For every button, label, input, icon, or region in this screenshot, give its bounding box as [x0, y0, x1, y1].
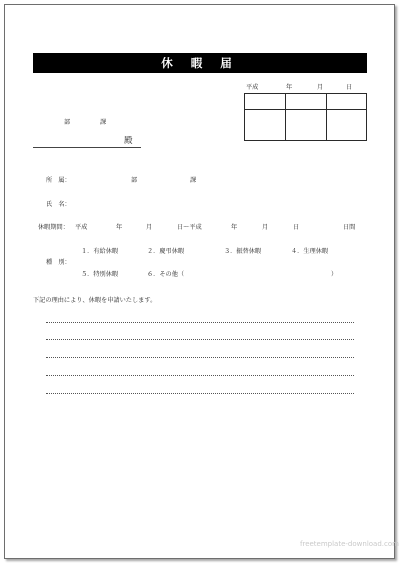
- date-era: 平成: [246, 84, 259, 91]
- affiliation-label: 所 属：: [46, 177, 71, 184]
- leave-type-bereavement: ２．慶弔休暇: [147, 248, 185, 255]
- stamp-box-col-divider: [285, 94, 286, 140]
- stamp-box-col-divider: [326, 94, 327, 140]
- reason-line: [46, 393, 354, 394]
- reason-line: [46, 357, 354, 358]
- leave-type-menstrual: ４．生理休暇: [291, 248, 329, 255]
- leave-type-label: 種 別：: [46, 259, 71, 266]
- leave-type-special: ５．特別休暇: [81, 271, 119, 278]
- approval-stamp-box: [244, 93, 367, 141]
- leave-type-other: ６．その他（: [147, 271, 185, 278]
- period-from-day: 日～平成: [177, 224, 202, 231]
- document-title: 休 暇 届: [33, 53, 367, 73]
- document-page: [4, 4, 395, 559]
- period-from-year: 年: [116, 224, 123, 231]
- affiliation-department: 部: [131, 177, 138, 184]
- reason-statement: 下記の理由により、休暇を申請いたします。: [33, 297, 157, 304]
- affiliation-section: 課: [190, 177, 197, 184]
- date-month: 月: [317, 84, 324, 91]
- reason-line: [46, 375, 354, 376]
- reason-line: [46, 322, 354, 323]
- period-from-era: 平成: [75, 224, 88, 231]
- period-days: 日間: [343, 224, 356, 231]
- leave-type-substitute: ３．振替休暇: [224, 248, 262, 255]
- addressee-underline: [33, 147, 141, 148]
- reason-line: [46, 339, 354, 340]
- date-year: 年: [286, 84, 293, 91]
- leave-type-paid: １．有給休暇: [81, 248, 119, 255]
- date-day: 日: [346, 84, 353, 91]
- period-to-day: 日: [293, 224, 300, 231]
- leave-type-other-close: ）: [331, 271, 338, 278]
- period-from-month: 月: [146, 224, 153, 231]
- stamp-box-row-divider: [245, 109, 366, 110]
- period-to-month: 月: [262, 224, 269, 231]
- addressee-honorific: 殿: [124, 136, 133, 146]
- name-label: 氏 名：: [46, 201, 71, 208]
- period-label: 休暇期間：: [38, 224, 69, 231]
- watermark: freetemplate-download.com: [300, 540, 399, 548]
- period-to-year: 年: [231, 224, 238, 231]
- addressee-department: 部: [64, 119, 71, 126]
- addressee-section: 課: [100, 119, 107, 126]
